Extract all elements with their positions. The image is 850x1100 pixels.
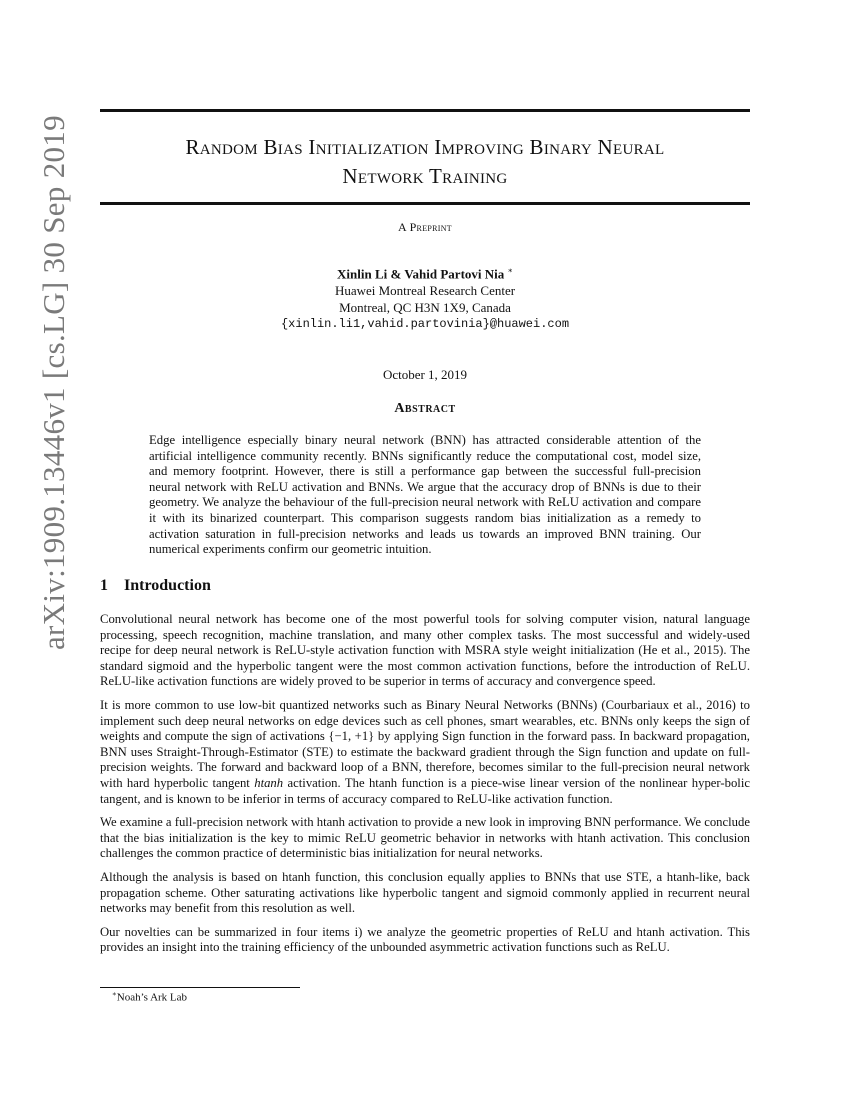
section-number: 1 bbox=[100, 577, 108, 594]
intro-paragraph-3: We examine a full-precision network with htanh activation to provide a new look in improving BNN performance. We conclude that the bias initialization is the key to mimic ReLU geometric behavior in networks with htanh activation. This conclusion challenges the common practice of deterministic bias initialization for neural networks. bbox=[100, 815, 750, 861]
section-title: Introduction bbox=[124, 577, 211, 594]
intro-paragraph-2 bbox=[100, 698, 750, 807]
arxiv-identifier-stamp: arXiv:1909.13446v1 [cs.LG] 30 Sep 2019 bbox=[36, 115, 71, 650]
author-affiliation: Huawei Montreal Research Center bbox=[334, 283, 516, 299]
publication-date: October 1, 2019 bbox=[382, 367, 468, 382]
abstract-heading: Abstract bbox=[394, 401, 456, 416]
section-heading-introduction bbox=[100, 577, 211, 595]
footnote-rule bbox=[100, 987, 300, 988]
title-top-rule bbox=[100, 109, 750, 112]
author-footnote-mark: ∗ bbox=[507, 266, 513, 275]
abstract-text: Edge intelligence especially binary neural network (BNN) has attracted considerable attention of the artificial intelligence community recently. BNNs significantly reduce the computational cost, model size, and memory footprint. However, there is still a performance gap between the successful full-precision neural network with ReLU activation and BNNs. We argue that the accuracy drop of BNNs is due to their geometry. We analyze the behaviour of the full-precision neural network with ReLU activation and compare it with its binarized counterpart. This comparison suggests random bias initialization as a remedy to activation saturation in full-precision networks and leads us towards an improved BNN training. Our numerical experiments confirm our geometric intuition. bbox=[149, 433, 701, 557]
author-email: {xinlin.li1,vahid.partovinia}@huawei.com bbox=[280, 317, 570, 332]
footnote bbox=[112, 990, 187, 1004]
paper-title-line-2: Network Training bbox=[342, 164, 508, 188]
author-names bbox=[100, 262, 750, 282]
intro-paragraph-2-part-c: activation. The htanh function is a piece-wise linear version of the nonlinear hyper-bolic tangent, and is known to be inferior in terms of accuracy compared to ReLU-like activation function. bbox=[100, 775, 750, 806]
intro-paragraph-2-part-b: by applying Sign function in the forward pass. In backward propagation, BNN uses Straight-Through-Estimator (STE) to estimate the backward gradient through the Sign function and update on full-precision weights. The forward and backward loop of a BNN, therefore, becomes similar to the full-precision neural network with hard hyperbolic tangent bbox=[100, 729, 750, 790]
intro-paragraph-1: Convolutional neural network has become one of the most powerful tools for solving computer vision, natural language processing, speech recognition, machine translation, and many other complex tasks. The most successful and widely-used recipe for deep neural network is ReLU-style activation function with MSRA style weight initialization (He et al., 2015). The standard sigmoid and the hyperbolic tangent were the most common activation functions, before the introduction of ReLU. ReLU-like activation functions are widely proved to be superior in terms of accuracy and convergence speed. bbox=[100, 612, 750, 689]
author-address: Montreal, QC H3N 1X9, Canada bbox=[339, 300, 511, 316]
introduction-body bbox=[100, 612, 750, 964]
footnote-mark: ∗ bbox=[112, 990, 117, 998]
intro-paragraph-5: Our novelties can be summarized in four items i) we analyze the geometric properties of ReLU and htanh activation. This provides an insight into the training efficiency of the unbounded asymmetric activation functions such as ReLU. bbox=[100, 924, 750, 955]
footnote-text: Noah’s Ark Lab bbox=[116, 991, 188, 1004]
paper-title-line-1: Random Bias Initialization Improving Binary Neural bbox=[185, 135, 665, 159]
author-block bbox=[100, 262, 750, 333]
author-names-text: Xinlin Li & Vahid Partovi Nia bbox=[337, 266, 505, 282]
title-bottom-rule bbox=[100, 202, 750, 205]
preprint-label: A Preprint bbox=[397, 220, 452, 234]
intro-paragraph-2-math: {−1, +1} bbox=[328, 729, 375, 744]
intro-paragraph-2-part-a: It is more common to use low-bit quantized networks such as Binary Neural Networks (BNNs) (Courbariaux et al., 2016) to implement such deep neural networks on edge devices such as cell phones, smart wearables, etc. BNNs only keeps the sign of weights and compute the sign of activations bbox=[100, 697, 750, 744]
paper-title bbox=[100, 133, 750, 191]
intro-paragraph-4: Although the analysis is based on htanh function, this conclusion equally applies to BNNs that use STE, a htanh-like, back propagation scheme. Other saturating activations like hyperbolic tangent and sigmoid commonly applied in recurrent neural networks may benefit from this resolution as well. bbox=[100, 869, 750, 916]
intro-paragraph-2-italic: htanh bbox=[254, 775, 284, 790]
